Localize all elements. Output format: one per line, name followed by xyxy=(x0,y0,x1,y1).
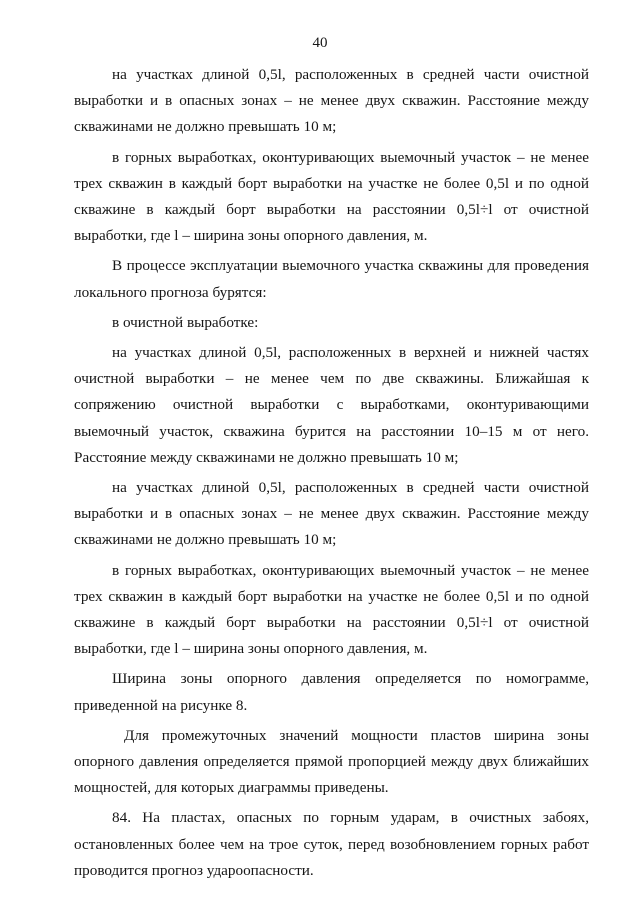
document-body xyxy=(74,62,589,888)
paragraph-4: в очистной выработке: xyxy=(112,313,259,331)
paragraph-6: на участках длиной 0,5l, расположенных в средней части очистной выработки и в опасных зонах – не менее двух скважин. Расстояние между скважинами не должно превышать 10 м; xyxy=(74,479,589,549)
paragraph-10: 84. На пластах, опасных по горным ударам, в очистных забоях, остановленных более чем на трое суток, перед возобновлением горных работ проводится прогноз удароопасности. xyxy=(74,809,589,879)
paragraph-7: в горных выработках, оконтуривающих выемочный участок – не менее трех скважин в каждый борт выработки на участке не более 0,5l и по одной скважине в каждый борт выработки на расстоянии 0,5l÷l от очистной выработки, где l – ширина зоны опорного давления, м. xyxy=(74,561,589,658)
paragraph-2: в горных выработках, оконтуривающих выемочный участок – не менее трех скважин в каждый борт выработки на участке не более 0,5l и по одной скважине в каждый борт выработки на расстоянии 0,5l÷l от очистной выработки, где l – ширина зоны опорного давления, м. xyxy=(74,148,589,245)
paragraph-3: В процессе эксплуатации выемочного участка скважины для проведения локального прогноза бурятся: xyxy=(74,257,589,301)
paragraph-8: Ширина зоны опорного давления определяется по номограмме, приведенной на рисунке 8. xyxy=(74,670,589,714)
page-number: 40 xyxy=(312,35,328,51)
paragraph-5: на участках длиной 0,5l, расположенных в верхней и нижней частях очистной выработки – не менее чем по две скважины. Ближайшая к сопряжению очистной выработки с выработками, оконтуривающими выемочный участок, скважина бурится на расстоянии 10–15 м от него. Расстояние между скважинами не должно превышать 10 м; xyxy=(74,344,589,466)
paragraph-1: на участках длиной 0,5l, расположенных в средней части очистной выработки и в опасных зонах – не менее двух скважин. Расстояние между скважинами не должно превышать 10 м; xyxy=(74,66,589,136)
paragraph-9: Для промежуточных значений мощности пластов ширина зоны опорного давления определяется прямой пропорцией между двух ближайших мощностей, для которых диаграммы приведены. xyxy=(74,726,589,797)
